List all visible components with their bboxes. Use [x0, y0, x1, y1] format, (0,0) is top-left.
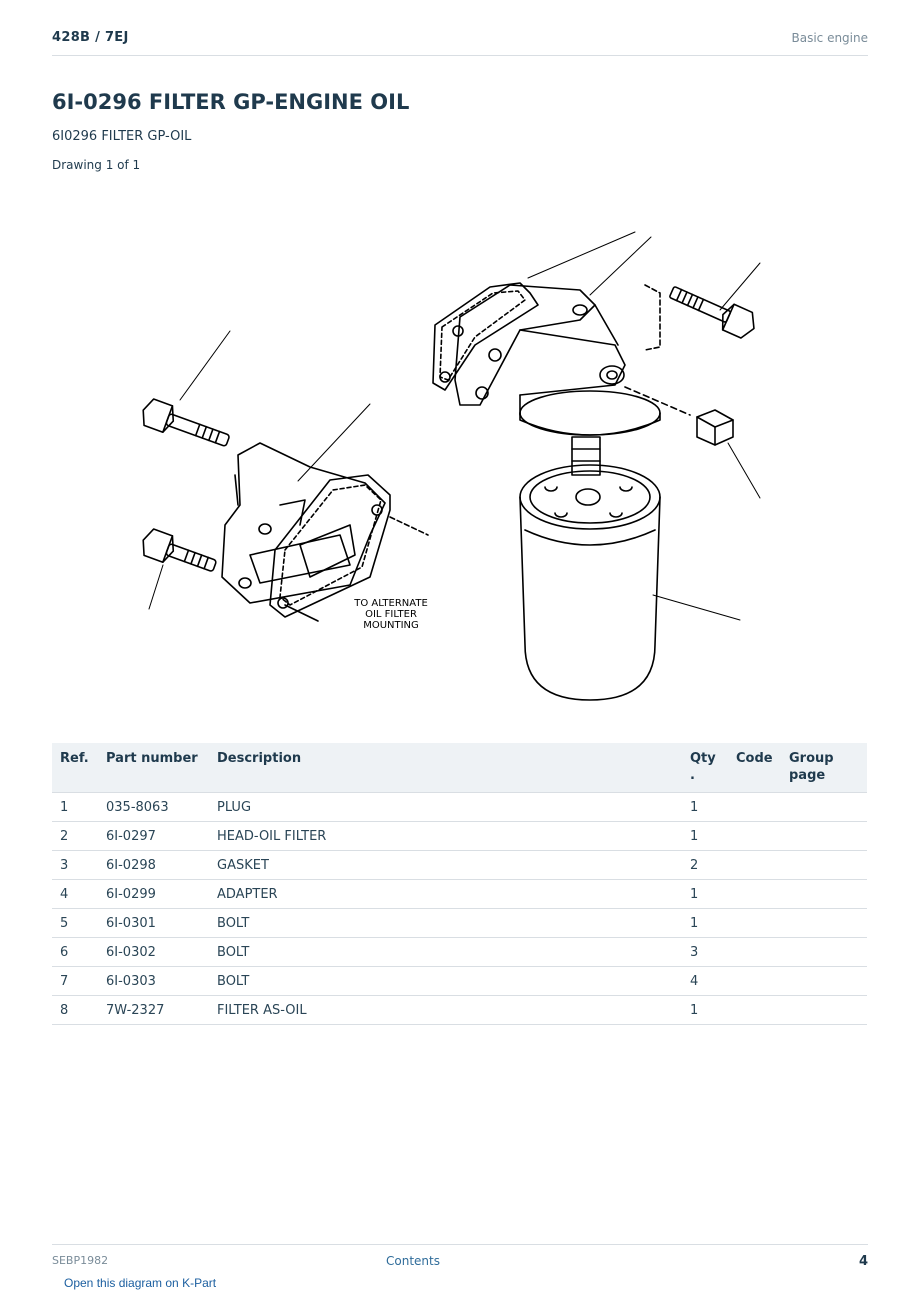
- section-label: Basic engine: [791, 31, 868, 45]
- plug: [697, 410, 733, 445]
- filter-head-assembly: [433, 283, 690, 435]
- col-code: Code: [728, 743, 781, 793]
- doc-id: SEBP1982: [52, 1254, 109, 1267]
- table-header-row: [52, 743, 867, 793]
- top-bolt: [666, 279, 760, 341]
- parts-table: [52, 743, 867, 1025]
- page-title: 6I-0296 FILTER GP-ENGINE OIL: [52, 90, 410, 114]
- table-row: 4 6I-0299 ADAPTER 1: [52, 880, 867, 909]
- left-bolt-lower: [138, 527, 219, 579]
- col-qty: Qty .: [682, 743, 728, 793]
- table-row: 7 6I-0303 BOLT 4: [52, 967, 867, 996]
- callout-line-3: MOUNTING: [363, 620, 419, 631]
- col-ref: Ref.: [52, 743, 98, 793]
- page-header: [52, 28, 868, 56]
- col-description: Description: [209, 743, 682, 793]
- contents-link[interactable]: Contents: [386, 1254, 440, 1268]
- leader-lines: [149, 232, 760, 620]
- kpart-link[interactable]: Open this diagram on K-Part: [64, 1276, 217, 1290]
- model-label: 428B / 7EJ: [52, 30, 129, 45]
- callout-line-1: TO ALTERNATE: [354, 598, 428, 609]
- page-footer: [52, 1244, 868, 1275]
- drawing-label: Drawing 1 of 1: [52, 158, 141, 172]
- table-row: 3 6I-0298 GASKET 2: [52, 851, 867, 880]
- col-group-page: Group page: [781, 743, 867, 793]
- table-row: 2 6I-0297 HEAD-OIL FILTER 1: [52, 822, 867, 851]
- table-row: 6 6I-0302 BOLT 3: [52, 938, 867, 967]
- table-row: 5 6I-0301 BOLT 1: [52, 909, 867, 938]
- callout-line-2: OIL FILTER: [365, 609, 417, 620]
- page-number: 4: [858, 1254, 868, 1269]
- parts-diagram: [100, 205, 820, 715]
- left-bolt-upper: [138, 397, 232, 454]
- table-row: 1 035-8063 PLUG 1: [52, 793, 867, 822]
- col-part-number: Part number: [98, 743, 209, 793]
- table-row: 8 7W-2327 FILTER AS-OIL 1: [52, 996, 867, 1025]
- oil-filter: [520, 437, 660, 700]
- adapter: [222, 443, 385, 603]
- page-subtitle: 6I0296 FILTER GP-OIL: [52, 129, 192, 144]
